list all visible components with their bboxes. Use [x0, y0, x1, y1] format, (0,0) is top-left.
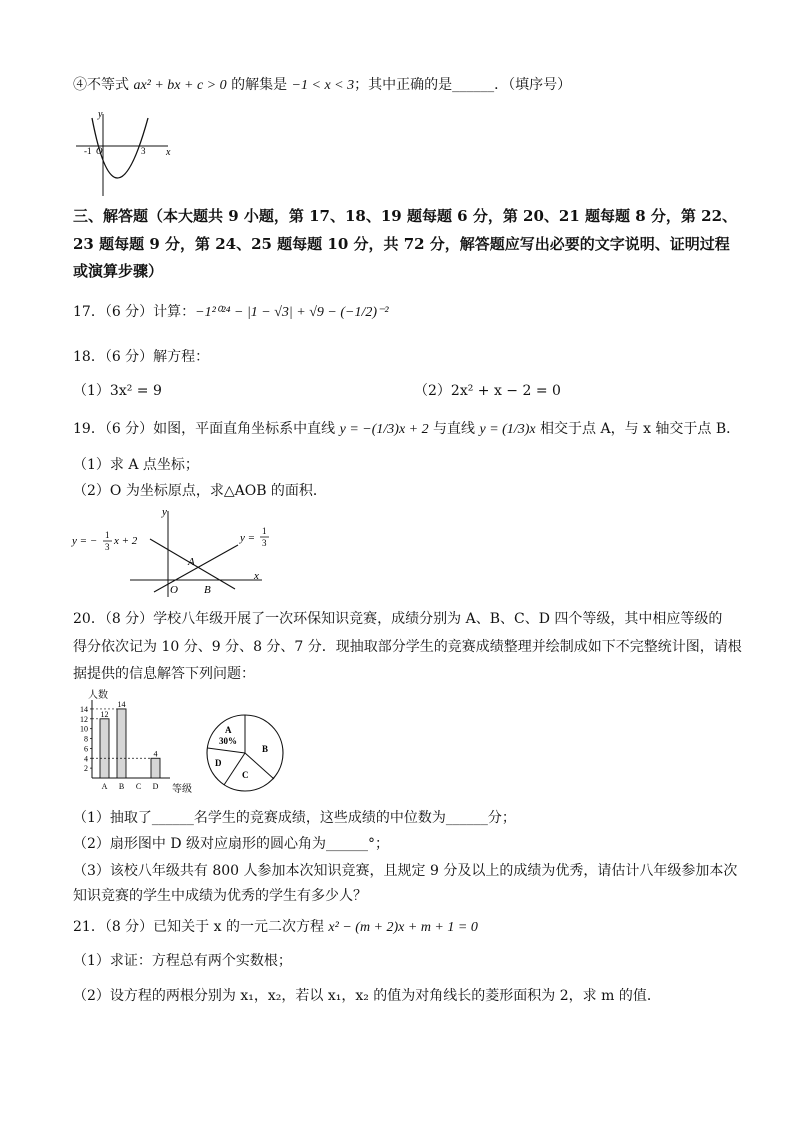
q18-part2: （2）2x² + x − 2 = 0 [414, 383, 561, 399]
x-axis-label: x [254, 570, 259, 582]
data-label-B: 14 [117, 699, 126, 709]
q19-stem: 19．（6 分）如图，平面直角坐标系中直线 y = −(1/3)x + 2 与直线 y = (1/3)x 相交于点 A，与 x 轴交于点 B． [73, 421, 741, 437]
bar-chart [70, 688, 200, 800]
pie-chart [200, 708, 290, 798]
y-tick-label: 14 [80, 704, 88, 714]
y-tick-label: 10 [80, 724, 88, 734]
q17: 17．（6 分）计算：−1²⁰²⁴ − |1 − √3| + √9 − (−1/2)⁻² [73, 304, 389, 320]
point-O: O [170, 584, 178, 596]
label-line-b-head: y = [240, 532, 256, 544]
q18-prefix: 18．（6 分）解方程： [73, 349, 210, 365]
pie-label-B: B [262, 744, 269, 754]
x-tick-label: C [135, 782, 142, 791]
pie-divider-left [208, 748, 246, 753]
q18-part1: （1）3x² = 9 [73, 383, 162, 399]
pie-label-C: C [242, 770, 249, 780]
label-line-a-den: 3 [105, 542, 110, 552]
bar-B [117, 709, 126, 778]
label-three: 3 [141, 146, 146, 156]
line-b [154, 545, 238, 592]
y-tick-label: 2 [84, 764, 88, 774]
pie-label-D: D [215, 758, 222, 768]
lines-figure [70, 505, 270, 600]
x-tick-label: D [152, 782, 159, 791]
pie-label-A: A [225, 725, 232, 735]
label-line-a-num: 1 [105, 530, 110, 540]
data-label-A: 12 [100, 709, 109, 719]
section3-line1: 三、解答题（本大题共 9 小题，第 17、18、19 题每题 6 分，第 20、21 题每题 8 分，第 22、 [73, 207, 738, 225]
pie-divider-bottom-right [245, 753, 274, 779]
label-line-b-den: 3 [262, 538, 267, 548]
q20-line2: 得分依次记为 10 分、9 分、8 分、7 分．现抽取部分学生的竞赛成绩整理并绘制成如下不完整统计图，请根 [73, 639, 742, 655]
bar-A [100, 719, 109, 778]
q20-part2: （2）扇形图中 D 级对应扇形的圆心角为______°； [73, 836, 390, 852]
point-A: A [188, 556, 195, 568]
point-B: B [204, 584, 211, 596]
x-tick-label: A [101, 782, 108, 791]
y-axis-label: y [162, 506, 167, 518]
data-label-D: 4 [153, 749, 158, 759]
q20-part3a: （3）该校八年级共有 800 人参加本次知识竞赛，且规定 9 分及以上的成绩为优秀，请估计八年级参加本次 [73, 863, 738, 879]
label-line-a-head: y = − [72, 535, 98, 547]
q20-part1: （1）抽取了______名学生的竞赛成绩，这些成绩的中位数为______分； [73, 810, 516, 826]
q20-line1: 20．（8 分）学校八年级开展了一次环保知识竞赛，成绩分别为 A、B、C、D 四个等级，其中相应等级的 [73, 611, 723, 627]
x-axis-title: 等级 [172, 784, 192, 795]
section3-line3: 或演算步骤） [73, 262, 164, 280]
label-line-b-num: 1 [262, 526, 267, 536]
pie-annotation-A: 30% [219, 736, 237, 746]
q21-part2: （2）设方程的两根分别为 x₁，x₂，若以 x₁，x₂ 的值为对角线长的菱形面积为 2，求 m 的值． [73, 988, 661, 1004]
pie-divider-bottom-left [224, 753, 245, 785]
label-line-a-tail: x + 2 [114, 535, 138, 547]
section3-line2: 23 题每题 9 分，第 24、25 题每题 10 分，共 72 分，解答题应写出必要的文字说明、证明过程 [73, 235, 730, 253]
y-tick-label: 6 [84, 744, 88, 754]
parabola-figure [70, 108, 180, 200]
x-tick-label: B [118, 782, 125, 791]
q16-item4: ④不等式 ax² + bx + c > 0 的解集是 −1 < x < 3；其中正确的是______．（填序号） [73, 77, 572, 93]
y-axis-title: 人数 [88, 690, 108, 701]
y-axis-label: y [98, 109, 103, 120]
q20-line3: 据提供的信息解答下列问题： [73, 666, 255, 682]
q21-stem: 21．（8 分）已知关于 x 的一元二次方程 x² − (m + 2)x + m + 1 = 0 [73, 919, 478, 935]
q19-part2: （2）O 为坐标原点，求△AOB 的面积． [73, 483, 327, 499]
q21-part1: （1）求证：方程总有两个实数根； [73, 953, 292, 969]
q19-part1: （1）求 A 点坐标； [73, 457, 199, 473]
label-neg1: -1 [84, 146, 92, 156]
y-tick-label: 8 [84, 734, 88, 744]
q20-part3b: 知识竞赛的学生中成绩为优秀的学生有多少人？ [73, 888, 367, 904]
y-tick-label: 12 [80, 714, 88, 724]
bar-D [151, 758, 160, 778]
label-origin: O [96, 146, 103, 156]
y-tick-label: 4 [84, 754, 88, 764]
x-axis-label: x [166, 147, 171, 158]
